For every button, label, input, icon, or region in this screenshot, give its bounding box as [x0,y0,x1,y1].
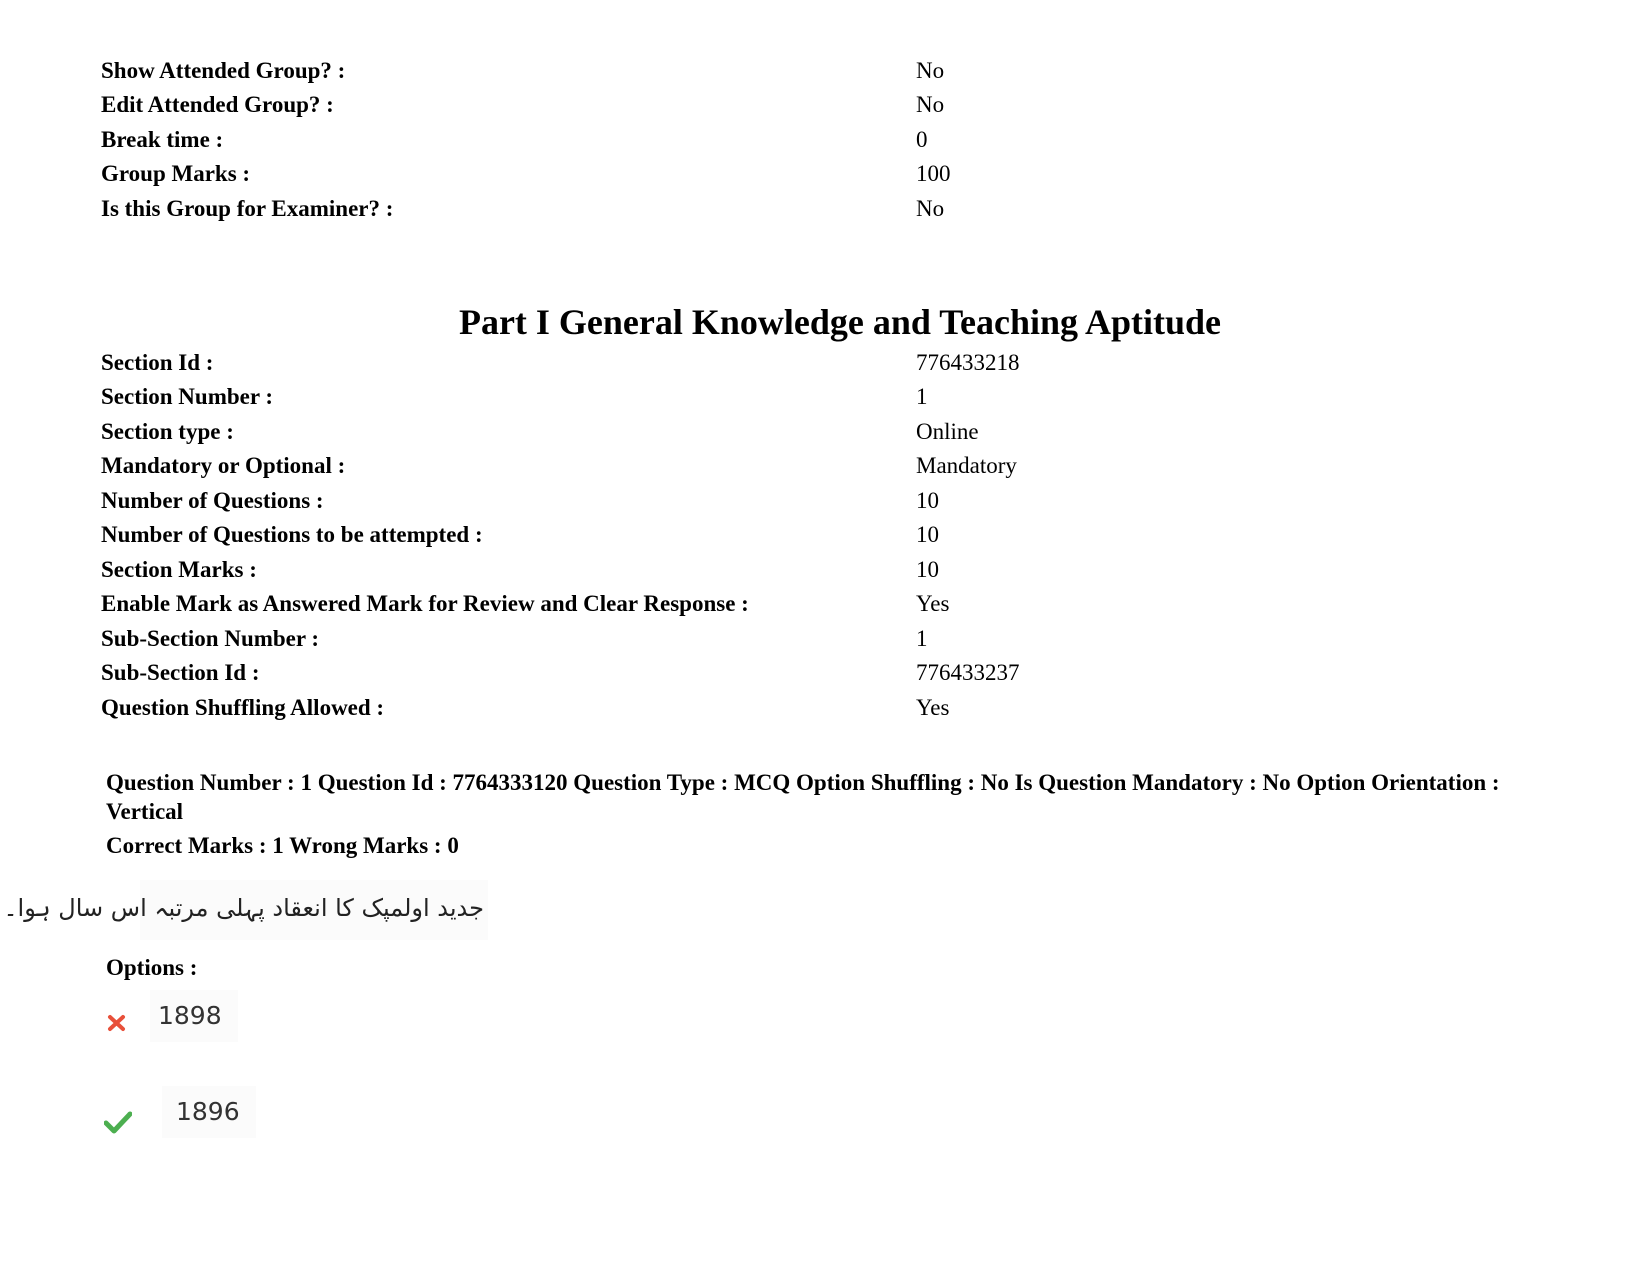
field-value: 776433218 [916,350,1020,375]
field-label: Sub-Section Number : [101,626,320,651]
section-field-row [101,417,1501,447]
section-field-row [101,382,1501,412]
section-field-row [101,624,1501,654]
field-label: Mandatory or Optional : [101,453,346,478]
field-label: Section Number : [101,384,274,409]
section-field-row [101,348,1501,378]
field-label: Sub-Section Id : [101,660,260,685]
field-label: Break time : [101,127,224,152]
field-value: Yes [916,591,950,616]
field-value: 776433237 [916,660,1020,685]
section-field-row [101,693,1501,723]
question-header: Question Number : 1 Question Id : 7764333120 Question Type : MCQ Option Shuffling : No Is Question Mandatory : No Option Orientation : Vertical [106,770,1500,824]
question-marks: Correct Marks : 1 Wrong Marks : 0 [106,833,459,858]
check-icon [104,1110,132,1138]
field-label: Section Id : [101,350,214,375]
option-text: 1898 [150,990,238,1042]
option-item [100,1086,340,1142]
options-label: Options : [106,955,198,980]
option-item [100,990,340,1046]
field-label: Section type : [101,419,234,444]
field-label: Enable Mark as Answered Mark for Review and Clear Response : [101,591,749,616]
field-value: 0 [916,127,928,152]
field-label: Group Marks : [101,161,251,186]
field-value: 1 [916,384,928,409]
section-field-row [101,486,1501,516]
cross-icon [106,1012,134,1040]
section-field-row [101,589,1501,619]
field-value: 10 [916,488,939,513]
group-info-row [101,159,1501,189]
field-label: Number of Questions to be attempted : [101,522,483,547]
group-info-row [101,56,1501,86]
question-text-image [3,880,488,940]
group-info-row [101,90,1501,120]
field-value: Online [916,419,979,444]
field-label: Number of Questions : [101,488,324,513]
section-title: Part I General Knowledge and Teaching Aptitude [458,302,1222,342]
field-value: Yes [916,695,950,720]
field-value: 1 [916,626,928,651]
group-info-row [101,125,1501,155]
section-field-row [101,520,1501,550]
section-field-row [101,658,1501,688]
field-label: Is this Group for Examiner? : [101,196,394,221]
field-label: Show Attended Group? : [101,58,346,83]
question-text: جدید اولمپک کا انعقاد پہلی مرتبہ اس سال ہوا۔ [3,894,484,922]
section-field-row [101,451,1501,481]
group-info-row [101,194,1501,224]
option-text: 1896 [162,1086,256,1138]
field-value: 100 [916,161,951,186]
field-value: No [916,92,945,117]
field-value: 10 [916,557,939,582]
field-value: Mandatory [916,453,1017,478]
field-value: No [916,58,945,83]
field-label: Section Marks : [101,557,257,582]
field-value: No [916,196,945,221]
field-value: 10 [916,522,939,547]
section-field-row [101,555,1501,585]
field-label: Question Shuffling Allowed : [101,695,385,720]
field-label: Edit Attended Group? : [101,92,334,117]
